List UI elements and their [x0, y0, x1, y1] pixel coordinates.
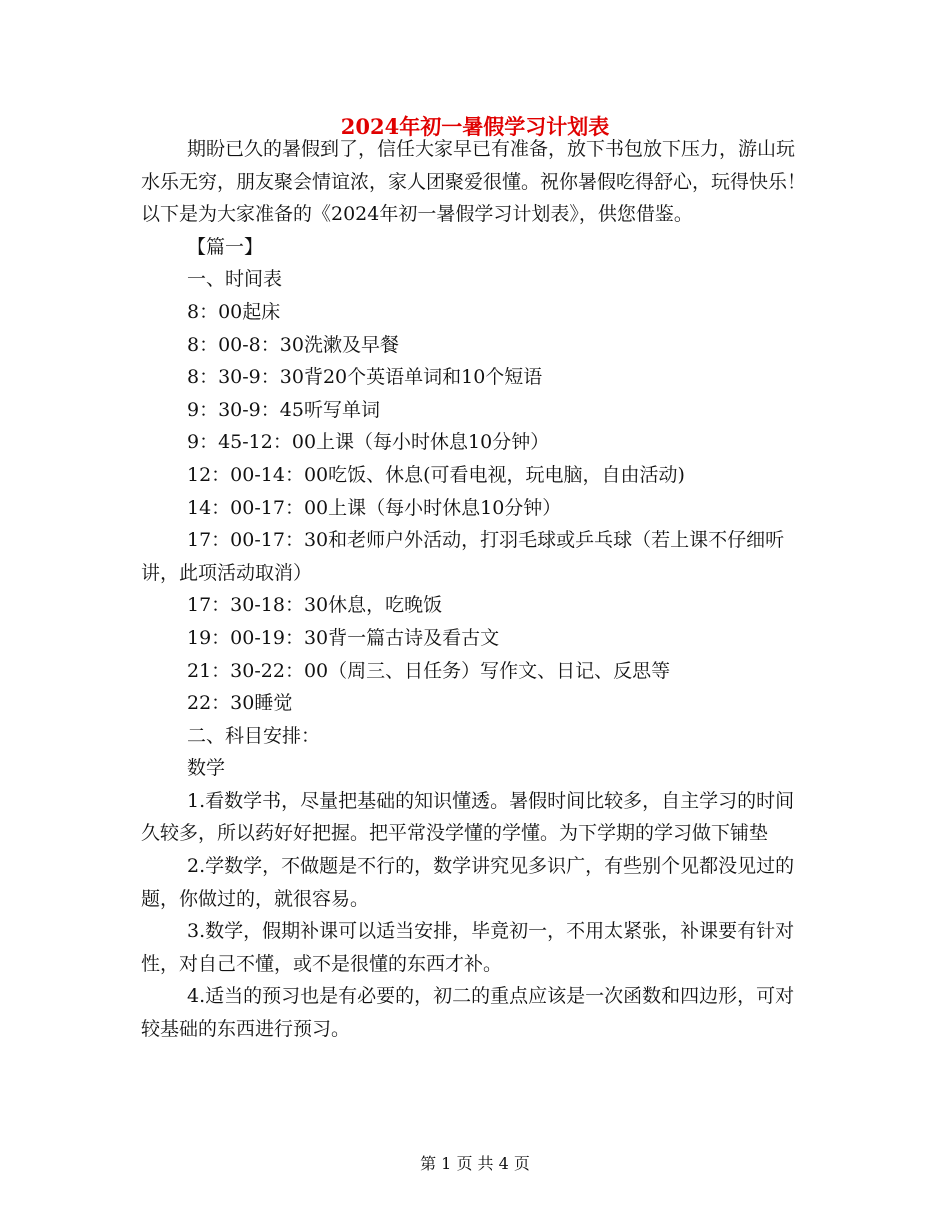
schedule-item: 9：30-9：45听写单词: [187, 398, 380, 421]
document-title: 2024年初一暑假学习计划表: [340, 114, 610, 139]
math-item: 4.适当的预习也是有必要的，初二的重点应该是一次函数和四边形，可对较基础的东西进行预习。: [141, 985, 795, 1041]
schedule-item: 21：30-22：00（周三、日任务）写作文、日记、反思等: [187, 659, 671, 682]
schedule-item: 8：00起床: [187, 300, 281, 323]
math-item: 2.学数学，不做题是不行的，数学讲究见多识广，有些别个见都没见过的题，你做过的，就很容易。: [141, 855, 795, 910]
heading-schedule: 一、时间表: [187, 268, 283, 291]
schedule-item: 9：45-12：00上课（每小时休息10分钟）: [187, 431, 550, 454]
heading-subjects: 二、科目安排：: [187, 724, 321, 747]
schedule-item: 19：00-19：30背一篇古诗及看古文: [187, 626, 500, 649]
schedule-item: 17：30-18：30休息，吃晚饭: [187, 594, 443, 617]
schedule-item: 14：00-17：00上课（每小时休息10分钟）: [187, 496, 562, 519]
schedule-item: 12：00-14：00吃饭、休息(可看电视，玩电脑，自由活动): [187, 463, 685, 486]
math-item: 3.数学，假期补课可以适当安排，毕竟初一，不用太紧张，补课要有针对性，对自己不懂，或不是很懂的东西才补。: [141, 920, 795, 975]
subject-label: 数学: [187, 757, 226, 780]
section-label: 【篇一】: [187, 235, 264, 258]
intro-paragraph: 期盼已久的暑假到了，信任大家早已有准备，放下书包放下压力，游山玩水乐无穷，朋友聚会情谊浓，家人团聚爱很懂。祝你暑假吃得舒心，玩得快乐！以下是为大家准备的《2024年初一暑假学习计划表》，供您借鉴。: [141, 138, 807, 226]
schedule-item: 22：30睡觉: [187, 692, 293, 715]
schedule-item: 17：00-17：30和老师户外活动，打羽毛球或乒乓球（若上课不仔细听讲，此项活动取消）: [141, 529, 785, 584]
schedule-item: 8：30-9：30背20个英语单词和10个短语: [187, 366, 543, 389]
schedule-item: 8：00-8：30洗漱及早餐: [187, 333, 399, 356]
page-footer: 第 1 页 共 4 页: [420, 1154, 530, 1173]
math-item: 1.看数学书，尽量把基础的知识懂透。暑假时间比较多，自主学习的时间久较多，所以药好好把握。把平常没学懂的学懂。为下学期的学习做下铺垫: [141, 789, 795, 845]
document-body: [141, 133, 811, 1046]
